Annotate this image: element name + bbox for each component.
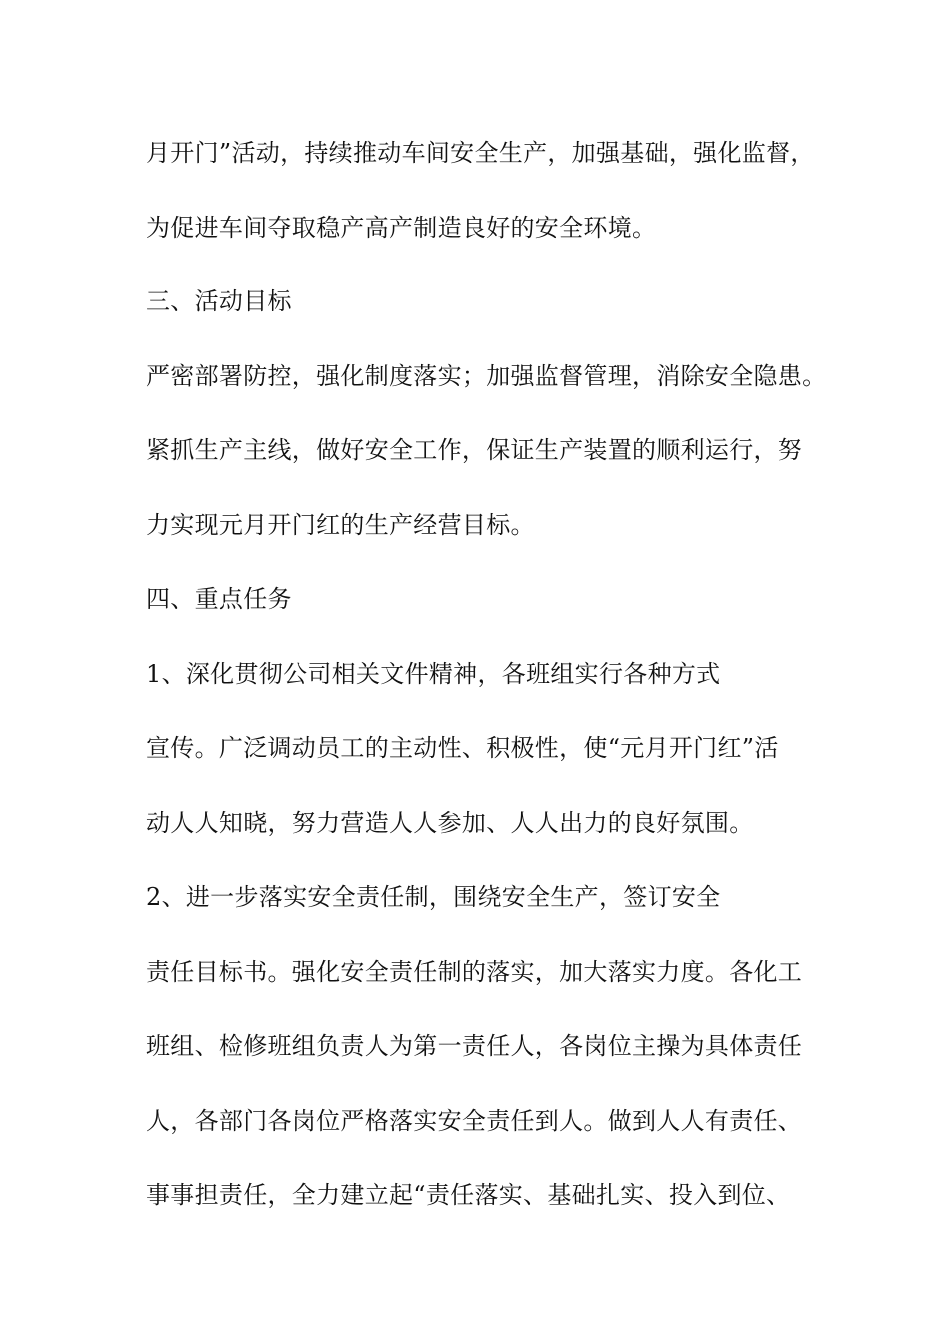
paragraph-line: 人，各部门各岗位严格落实安全责任到人。做到人人有责任、 [146,1107,803,1135]
paragraph-line: 为促进车间夺取稳产高产制造良好的安全环境。 [146,214,657,242]
paragraph-line: 月开门”活动，持续推动车间安全生产，加强基础，强化监督， [146,139,815,167]
paragraph-line: 紧抓生产主线，做好安全工作，保证生产装置的顺利运行，努 [146,436,803,464]
section-heading-objectives: 三、活动目标 [146,287,292,315]
paragraph-line: 严密部署防控，强化制度落实；加强监督管理，消除安全隐患。 [146,362,827,390]
list-item-1: 1、深化贯彻公司相关文件精神，各班组实行各种方式 [146,660,721,688]
paragraph-line: 事事担责任，全力建立起“责任落实、基础扎实、投入到位、 [146,1181,791,1209]
paragraph-line: 宣传。广泛调动员工的主动性、积极性，使“元月开门红”活 [146,734,779,762]
section-heading-key-tasks: 四、重点任务 [146,585,292,613]
paragraph-line: 动人人知晓，努力营造人人参加、人人出力的良好氛围。 [146,809,754,837]
paragraph-line: 班组、检修班组负责人为第一责任人，各岗位主操为具体责任 [146,1032,803,1060]
list-item-2: 2、进一步落实安全责任制，围绕安全生产，签订安全 [146,883,721,911]
paragraph-line: 责任目标书。强化安全责任制的落实，加大落实力度。各化工 [146,958,803,986]
paragraph-line: 力实现元月开门红的生产经营目标。 [146,511,535,539]
